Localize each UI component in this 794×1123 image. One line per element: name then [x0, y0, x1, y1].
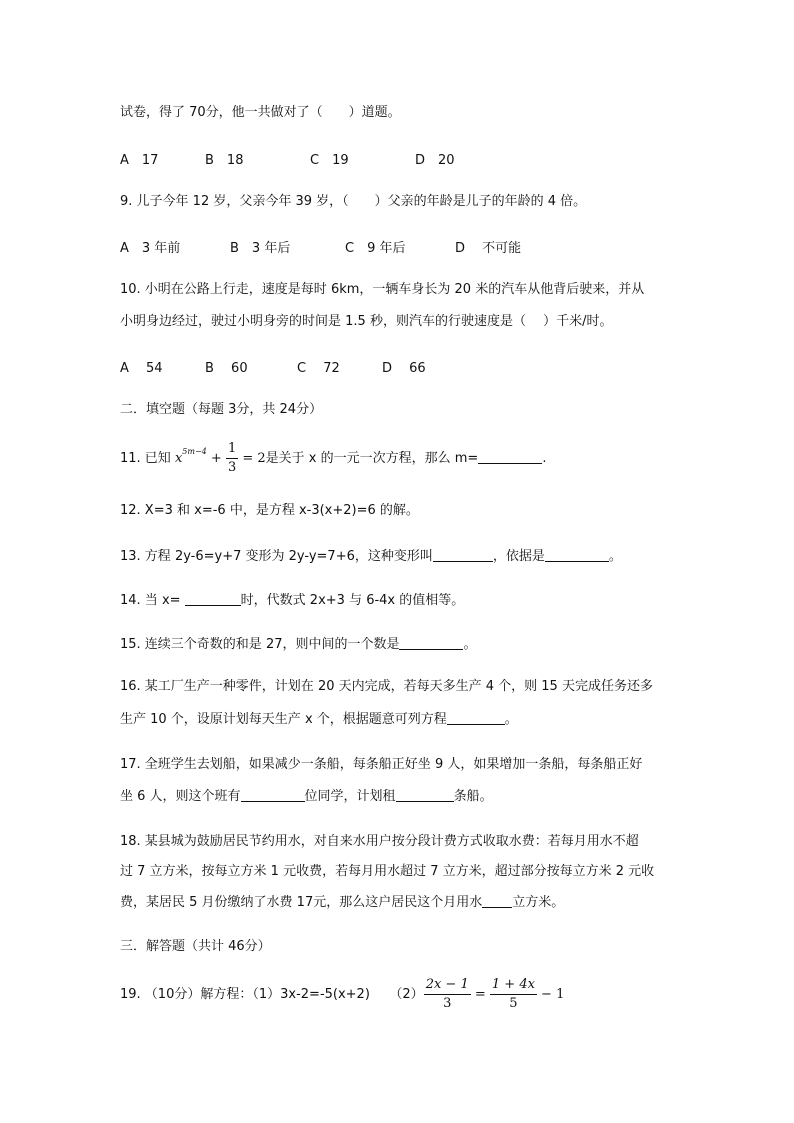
question-16-line-1: 16. 某工厂生产一种零件，计划在 20 天内完成，若每天多生产 4 个，则 15 天完成任务还多 — [120, 679, 653, 694]
question-17-line-2 — [120, 787, 493, 806]
question-18-line-3 — [120, 893, 564, 912]
question-8-tail: 试卷，得了 70分，他一共做对了（ ）道题。 — [120, 105, 401, 120]
q15-text-b: 。 — [463, 637, 477, 652]
option-a: A 17 — [120, 153, 159, 168]
q13-text-b: ，依据是 — [492, 549, 545, 564]
answer-blank[interactable] — [545, 547, 609, 562]
question-16-line-2 — [120, 710, 518, 729]
option-c: C 19 — [310, 153, 349, 168]
section-3-heading: 三．解答题（共计 46分） — [120, 939, 271, 954]
question-13 — [120, 547, 622, 566]
answer-blank[interactable] — [482, 893, 512, 908]
answer-blank[interactable] — [241, 787, 305, 802]
q11-x: x — [174, 451, 183, 466]
option-a: A 54 — [120, 361, 163, 376]
answer-blank[interactable] — [433, 547, 493, 562]
option-a: A 3 年前 — [120, 241, 181, 256]
option-b: B 3 年后 — [230, 241, 291, 256]
q17-text-b: 位同学，计划租 — [304, 789, 396, 804]
option-c: C 72 — [297, 361, 340, 376]
q11-denominator: 3 — [227, 460, 237, 475]
section-2-heading: 二．填空题（每题 3分，共 24分） — [120, 402, 323, 417]
question-17-line-1: 17. 全班学生去划船，如果减少一条船，每条船正好坐 9 人，如果增加一条船，每条船正好 — [120, 757, 643, 772]
question-12: 12. X=3 和 x=-6 中，是方程 x-3(x+2)=6 的解。 — [120, 503, 419, 518]
option-b: B 18 — [205, 153, 244, 168]
q13-text-a: 13. 方程 2y-6=y+7 变形为 2y-y=7+6，这种变形叫 — [120, 549, 433, 564]
q11-equals: = 2 — [238, 451, 266, 466]
q14-text-a: 14. 当 x= — [120, 593, 185, 608]
q17-text-c: 条船。 — [453, 789, 493, 804]
q11-text: 是关于 x 的一元一次方程，那么 m= — [265, 451, 479, 466]
q19-denominator-left: 3 — [443, 996, 452, 1011]
answer-blank[interactable] — [396, 787, 454, 802]
option-d: D 66 — [382, 361, 426, 376]
q19-fraction-right — [490, 976, 537, 1013]
question-15 — [120, 635, 477, 654]
answer-blank[interactable] — [447, 710, 505, 725]
q18-text-a: 费，某居民 5 月份缴纳了水费 17元，那么这户居民这个月用水 — [120, 895, 483, 910]
q19-denominator-right: 5 — [509, 996, 518, 1011]
q19-equals: = — [470, 987, 490, 1002]
answer-blank[interactable] — [478, 449, 542, 464]
q15-text-a: 15. 连续三个奇数的和是 27，则中间的一个数是 — [120, 637, 400, 652]
q19-numerator-left: 2x − 1 — [424, 976, 471, 995]
q19-text: 19. （10分）解方程：（1）3x-2=-5(x+2) （2） — [120, 987, 424, 1002]
q16-text-b: 。 — [504, 712, 518, 727]
q19-numerator-right: 1 + 4x — [490, 976, 537, 995]
option-d: D 20 — [415, 153, 455, 168]
q19-tail: − 1 — [536, 987, 565, 1002]
q18-text-b: 立方米。 — [512, 895, 565, 910]
question-10-line-1: 10. 小明在公路上行走，速度是每时 6km，一辆车身长为 20 米的汽车从他背后驶来，并从 — [120, 282, 645, 297]
q11-exponent: 5m−4 — [182, 447, 207, 456]
q11-numerator: 1 — [226, 440, 238, 459]
q11-end: . — [542, 451, 547, 466]
q11-fraction — [226, 440, 238, 477]
answer-blank[interactable] — [399, 635, 463, 650]
question-19 — [120, 974, 564, 1016]
q11-plus: + — [206, 451, 226, 466]
q17-text-a: 坐 6 人，则这个班有 — [120, 789, 241, 804]
option-c: C 9 年后 — [345, 241, 406, 256]
answer-blank[interactable] — [185, 591, 241, 606]
q16-text-a: 生产 10 个，设原计划每天生产 x 个，根据题意可列方程 — [120, 712, 447, 727]
option-b: B 60 — [205, 361, 248, 376]
question-14 — [120, 591, 464, 610]
question-18-line-1: 18. 某县城为鼓励居民节约用水，对自来水用户按分段计费方式收取水费：若每月用水不超 — [120, 834, 639, 849]
question-9: 9. 儿子今年 12 岁，父亲今年 39 岁，（ ）父亲的年龄是儿子的年龄的 4 倍。 — [120, 194, 587, 209]
q19-fraction-left — [424, 976, 471, 1013]
q13-text-c: 。 — [608, 549, 622, 564]
question-11 — [120, 438, 546, 481]
q14-text-b: 时，代数式 2x+3 与 6-4x 的值相等。 — [240, 593, 465, 608]
q11-prefix: 11. 已知 — [120, 451, 175, 466]
question-10-line-2: 小明身边经过，驶过小明身旁的时间是 1.5 秒，则汽车的行驶速度是（ ）千米/时。 — [120, 314, 613, 329]
question-18-line-2: 过 7 立方米，按每立方米 1 元收费，若每月用水超过 7 立方米，超过部分按每立方米 2 元收 — [120, 864, 655, 879]
option-d: D 不可能 — [455, 241, 522, 256]
